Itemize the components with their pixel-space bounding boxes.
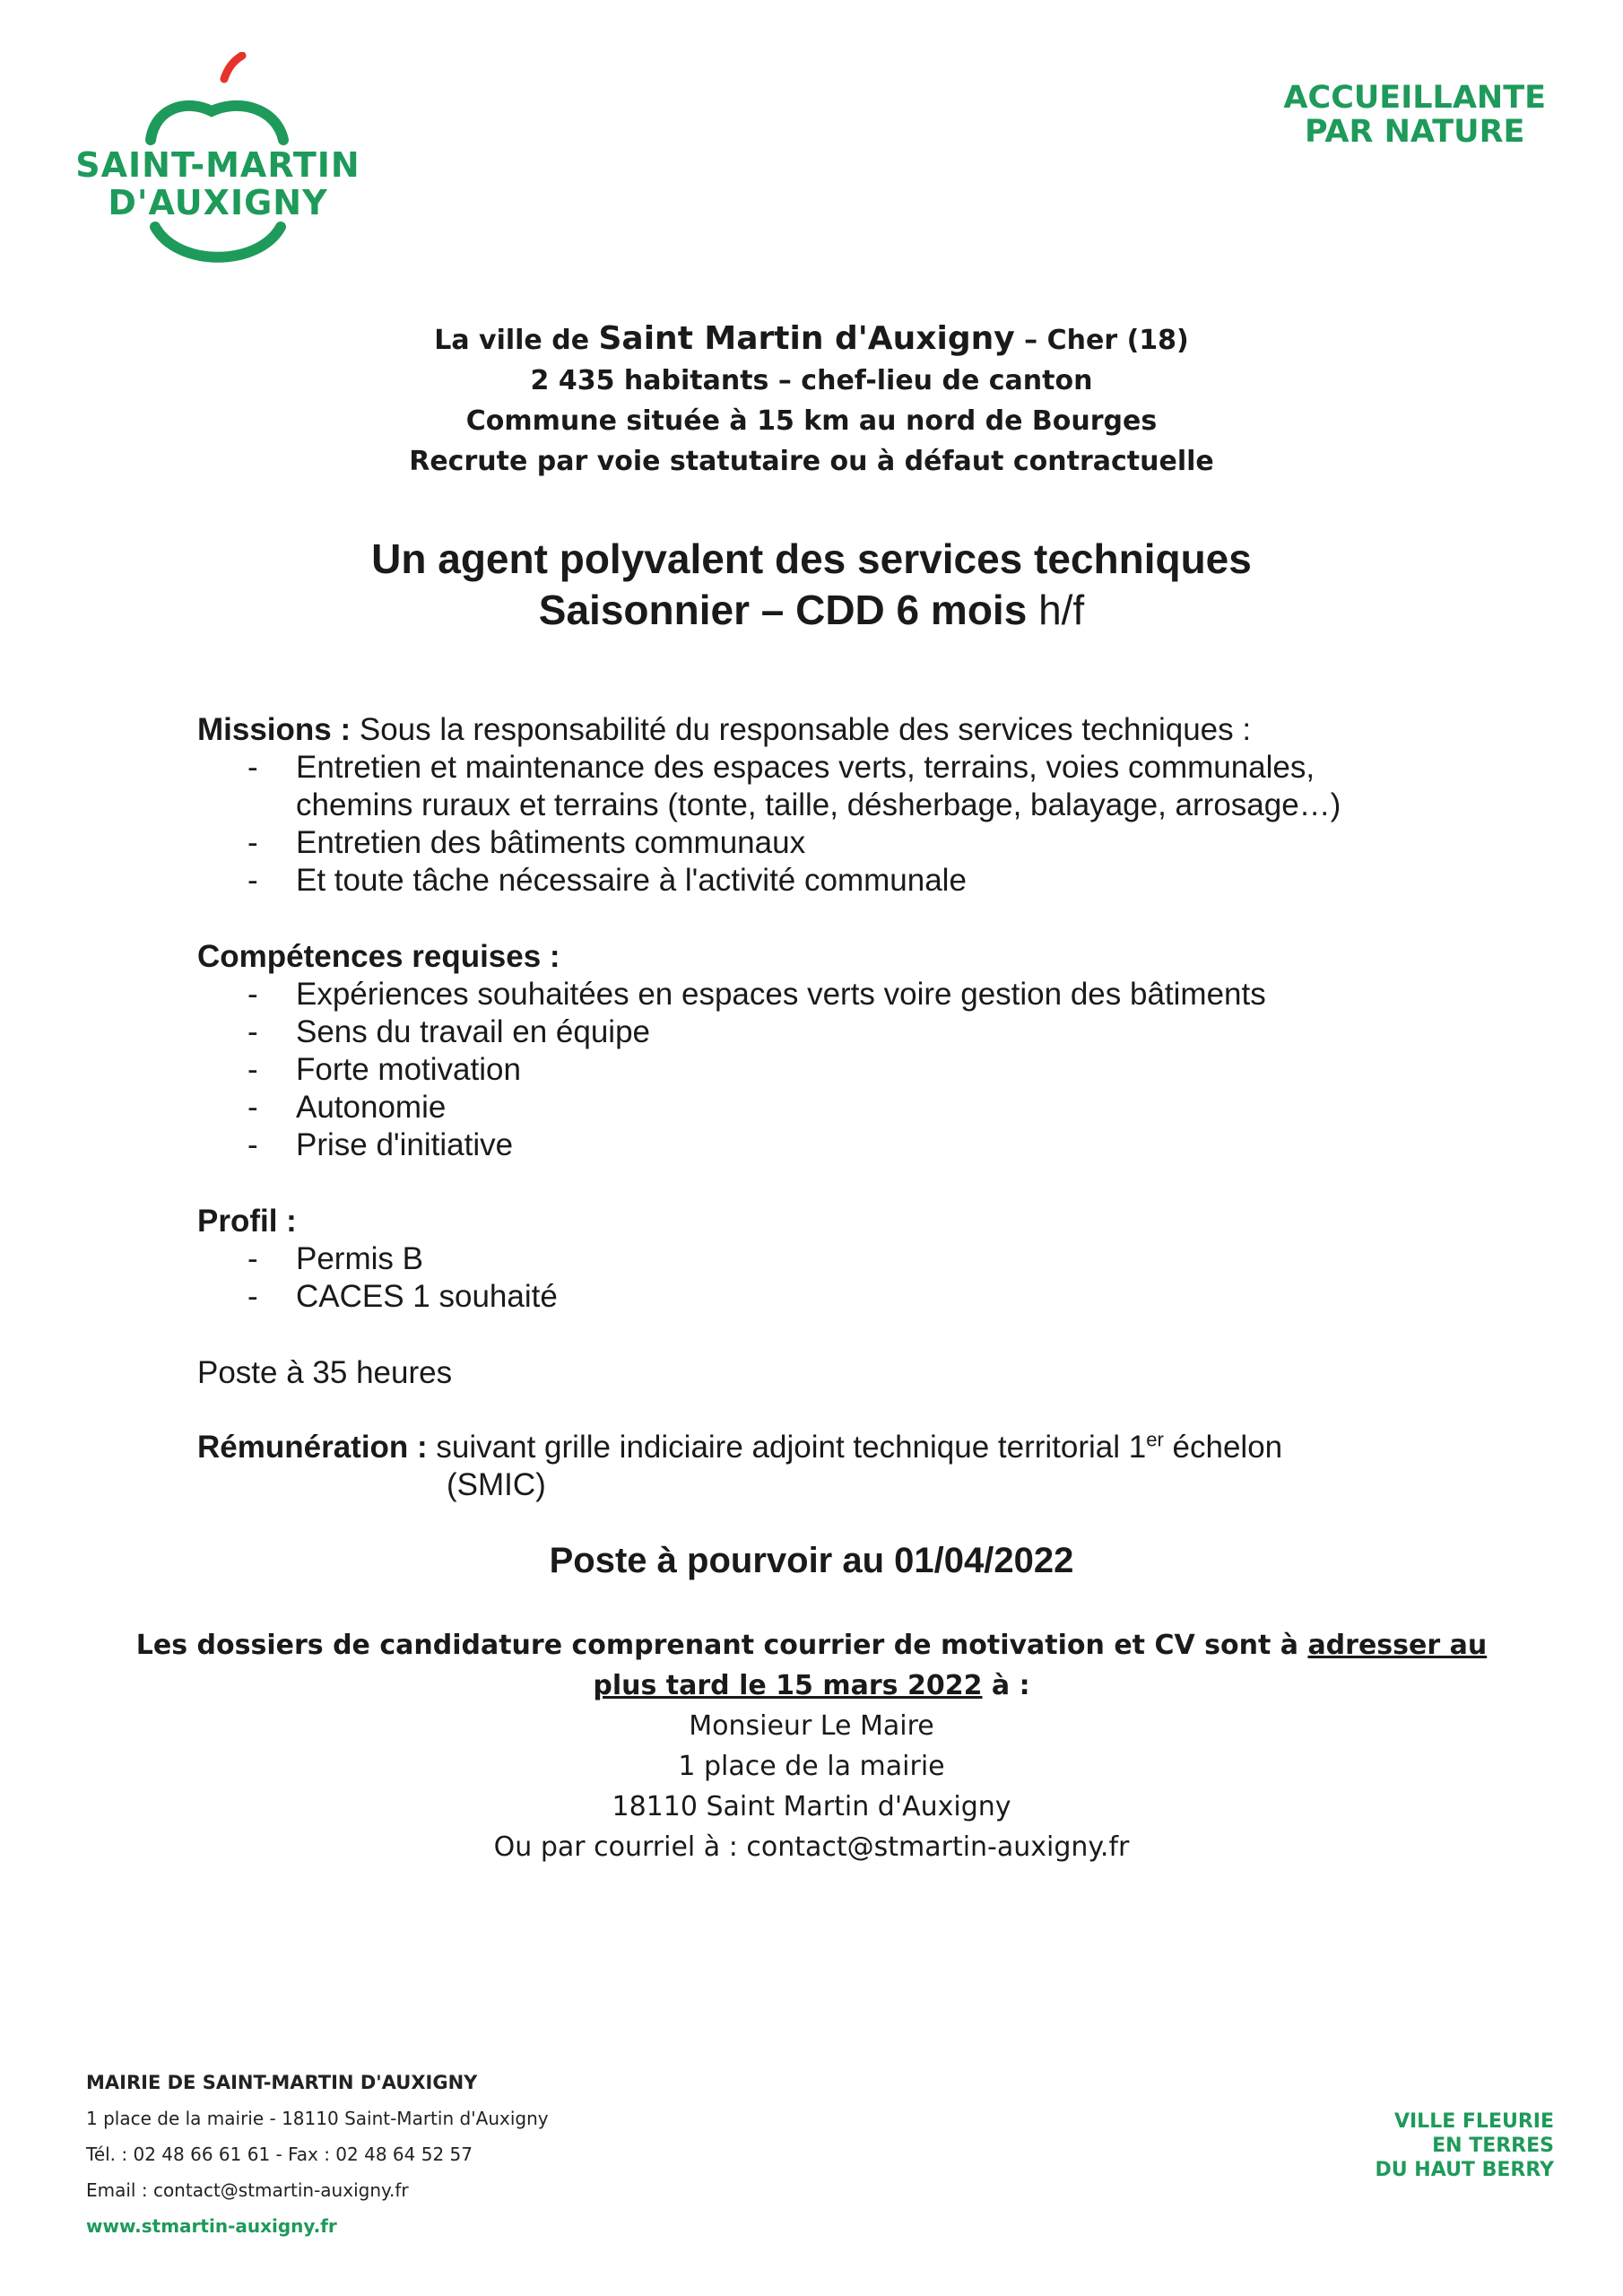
list-item: - Forte motivation [197, 1051, 1435, 1089]
remuneration-sup: er [1146, 1428, 1164, 1451]
list-item: - Et toute tâche nécessaire à l'activité communale [197, 862, 1435, 900]
ville-fleurie-badge [1376, 2109, 1554, 2182]
application-block [0, 1625, 1623, 1867]
working-hours: Poste à 35 heures [197, 1355, 453, 1390]
slogan-line-2: PAR NATURE [1304, 114, 1525, 150]
footer-phone: Tél. : 02 48 66 61 61 - Fax : 02 48 64 52 57 [86, 2144, 473, 2165]
badge-line-2: EN TERRES [1432, 2135, 1554, 2157]
slogan-line-1: ACCUEILLANTE [1283, 80, 1546, 116]
missions-section [197, 711, 1435, 900]
email-line: Ou par courriel à : contact@stmartin-auxigny.fr [493, 1831, 1130, 1863]
competences-list [197, 976, 1435, 1164]
list-item: - Permis B [197, 1240, 1435, 1278]
list-item: - Prise d'initiative [197, 1126, 1435, 1164]
job-subtitle [0, 585, 1623, 636]
competences-label: Compétences requises : [197, 939, 560, 974]
intro-suffix: – Cher (18) [1014, 325, 1189, 356]
intro-prefix: La ville de [434, 325, 599, 356]
logo-line-1: SAINT-MARTIN [75, 145, 360, 185]
intro-line-4: Recrute par voie statutaire ou à défaut contractuelle [409, 446, 1214, 477]
intro-block [0, 318, 1623, 482]
application-line-1 [0, 1625, 1623, 1665]
missions-intro: Sous la responsabilité du responsable des services techniques : [351, 712, 1252, 747]
list-item: - Autonomie [197, 1089, 1435, 1126]
footer-name: MAIRIE DE SAINT-MARTIN D'AUXIGNY [86, 2072, 478, 2093]
list-item: - Sens du travail en équipe [197, 1013, 1435, 1051]
remuneration-text-2: échelon [1163, 1430, 1283, 1465]
intro-line-1 [0, 318, 1623, 361]
application-underlined-1: adresser au [1307, 1630, 1488, 1661]
job-contract: Saisonnier – CDD 6 mois [538, 587, 1039, 633]
footer-website-link[interactable]: www.stmartin-auxigny.fr [86, 2215, 337, 2237]
remuneration-line-2: (SMIC) [447, 1467, 546, 1502]
logo-line-2: D'AUXIGNY [108, 183, 328, 222]
profil-label: Profil : [197, 1204, 297, 1239]
address-line-2: 18110 Saint Martin d'Auxigny [612, 1791, 1011, 1822]
remuneration-section [197, 1429, 1435, 1504]
intro-line-2: 2 435 habitants – chef-lieu de canton [530, 365, 1093, 396]
intro-line-3: Commune située à 15 km au nord de Bourges [465, 405, 1158, 437]
competences-section [197, 938, 1435, 1164]
badge-line-1: VILLE FLEURIE [1393, 2110, 1554, 2133]
profil-list [197, 1240, 1435, 1316]
application-underlined-2: plus tard le 15 mars 2022 [593, 1670, 983, 1701]
list-item: - Expériences souhaitées en espaces verts voire gestion des bâtiments [197, 976, 1435, 1013]
job-title-block [0, 534, 1623, 636]
badge-line-3: DU HAUT BERRY [1375, 2159, 1554, 2181]
start-date: Poste à pourvoir au 01/04/2022 [549, 1541, 1074, 1580]
slogan [1283, 81, 1546, 149]
recipient: Monsieur Le Maire [689, 1710, 934, 1742]
missions-label: Missions : [197, 712, 352, 747]
profil-section [197, 1203, 1435, 1316]
application-line-2 [0, 1665, 1623, 1706]
footer [86, 2065, 549, 2244]
address-line-1: 1 place de la mairie [678, 1751, 945, 1782]
job-title: Un agent polyvalent des services techniques [371, 535, 1252, 582]
job-gender: h/f [1038, 587, 1085, 633]
remuneration-label: Rémunération : [197, 1430, 428, 1465]
application-text-2: à : [982, 1670, 1030, 1701]
missions-list [197, 749, 1435, 900]
city-name: Saint Martin d'Auxigny [598, 320, 1015, 357]
footer-address: 1 place de la mairie - 18110 Saint-Martin d'Auxigny [86, 2108, 549, 2129]
application-text: Les dossiers de candidature comprenant courrier de motivation et CV sont à [135, 1630, 1308, 1661]
list-item: - Entretien et maintenance des espaces verts, terrains, voies communales, chemins ruraux et terrains (tonte, taille, désherbage, balayage, arrosage…) [197, 749, 1435, 824]
town-logo [70, 52, 366, 276]
list-item: - Entretien des bâtiments communaux [197, 824, 1435, 862]
list-item: - CACES 1 souhaité [197, 1278, 1435, 1316]
footer-email: Email : contact@stmartin-auxigny.fr [86, 2179, 409, 2201]
remuneration-text: suivant grille indiciaire adjoint technique territorial 1 [427, 1430, 1147, 1465]
